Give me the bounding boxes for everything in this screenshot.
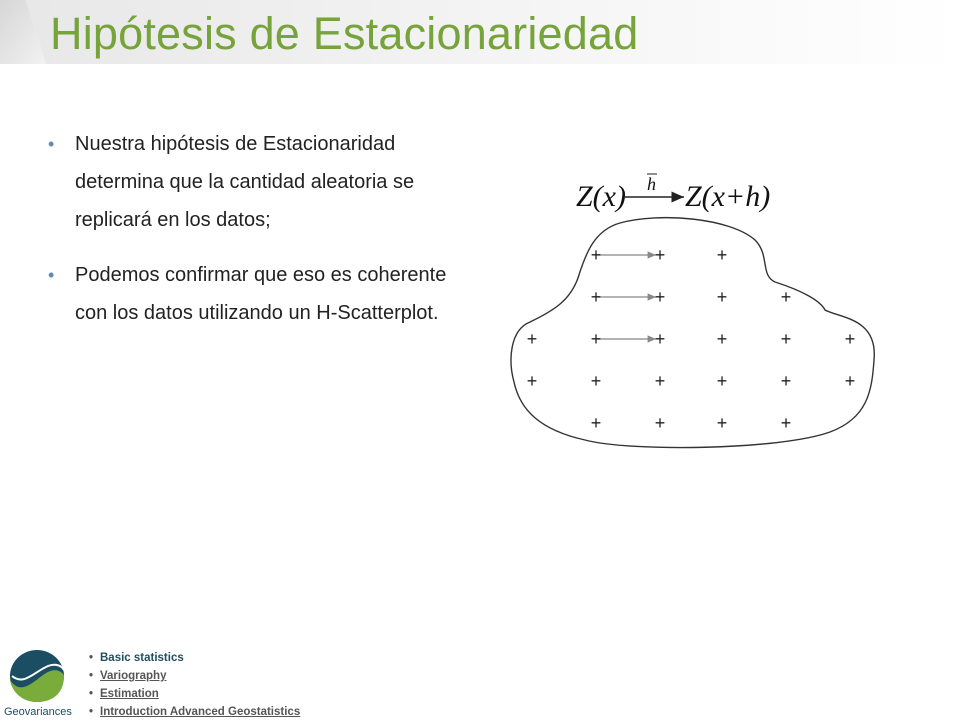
sample-point: + (590, 245, 602, 265)
right-expression: Z(x+h) (685, 180, 771, 213)
logo-text: Geovariances (4, 706, 72, 718)
sample-point: + (716, 371, 728, 391)
shift-arrows (596, 255, 656, 339)
bullet-dot-icon: • (48, 265, 55, 285)
sample-point: + (654, 413, 666, 433)
section-nav (89, 649, 300, 721)
slide-title: Hipótesis de Estacionariedad (50, 8, 639, 59)
bullet-dot-icon: • (48, 134, 55, 154)
nav-bullet-icon: • (89, 652, 94, 664)
nav-label: Estimation (100, 688, 159, 700)
sample-point: + (716, 245, 728, 265)
nav-item-basic-statistics[interactable] (89, 649, 300, 667)
bullet-text: Podemos confirmar que eso es coherente con los datos utilizando un H-Scatterplot. (75, 264, 447, 324)
sample-point: + (716, 413, 728, 433)
sample-point: + (590, 413, 602, 433)
sample-point: + (654, 371, 666, 391)
sample-point: + (716, 329, 728, 349)
sample-point: + (780, 413, 792, 433)
sample-points (527, 245, 856, 433)
stationarity-diagram (500, 160, 880, 460)
sample-point: + (526, 371, 538, 391)
sample-point: + (780, 287, 792, 307)
bullet-text: Nuestra hipótesis de Estacionaridad determina que la cantidad aleatoria se replicará en los datos; (75, 133, 415, 231)
nav-bullet-icon: • (89, 706, 94, 718)
nav-bullet-icon: • (89, 670, 94, 682)
sample-point: + (844, 329, 856, 349)
sample-point: + (844, 371, 856, 391)
nav-bullet-icon: • (89, 688, 94, 700)
nav-item-variography[interactable] (89, 667, 300, 685)
vector-label: h (647, 174, 656, 194)
sample-point: + (590, 287, 602, 307)
sample-point: + (780, 329, 792, 349)
nav-label: Basic statistics (100, 652, 184, 664)
sample-point: + (590, 329, 602, 349)
bullet-item (44, 256, 464, 332)
sample-point: + (526, 329, 538, 349)
sample-point: + (654, 287, 666, 307)
bullet-item (44, 125, 464, 239)
sample-point: + (654, 245, 666, 265)
geovariances-logo (4, 646, 78, 718)
nav-label: Variography (100, 670, 167, 682)
nav-item-estimation[interactable] (89, 685, 300, 703)
sample-point: + (654, 329, 666, 349)
domain-outline (511, 218, 874, 448)
nav-label: Introduction Advanced Geostatistics (100, 706, 301, 718)
left-expression: Z(x) (576, 180, 626, 213)
sample-point: + (780, 371, 792, 391)
bullet-list (44, 125, 464, 349)
sample-point: + (716, 287, 728, 307)
sample-point: + (590, 371, 602, 391)
nav-item-intro-advanced-geostatistics[interactable] (89, 703, 300, 721)
